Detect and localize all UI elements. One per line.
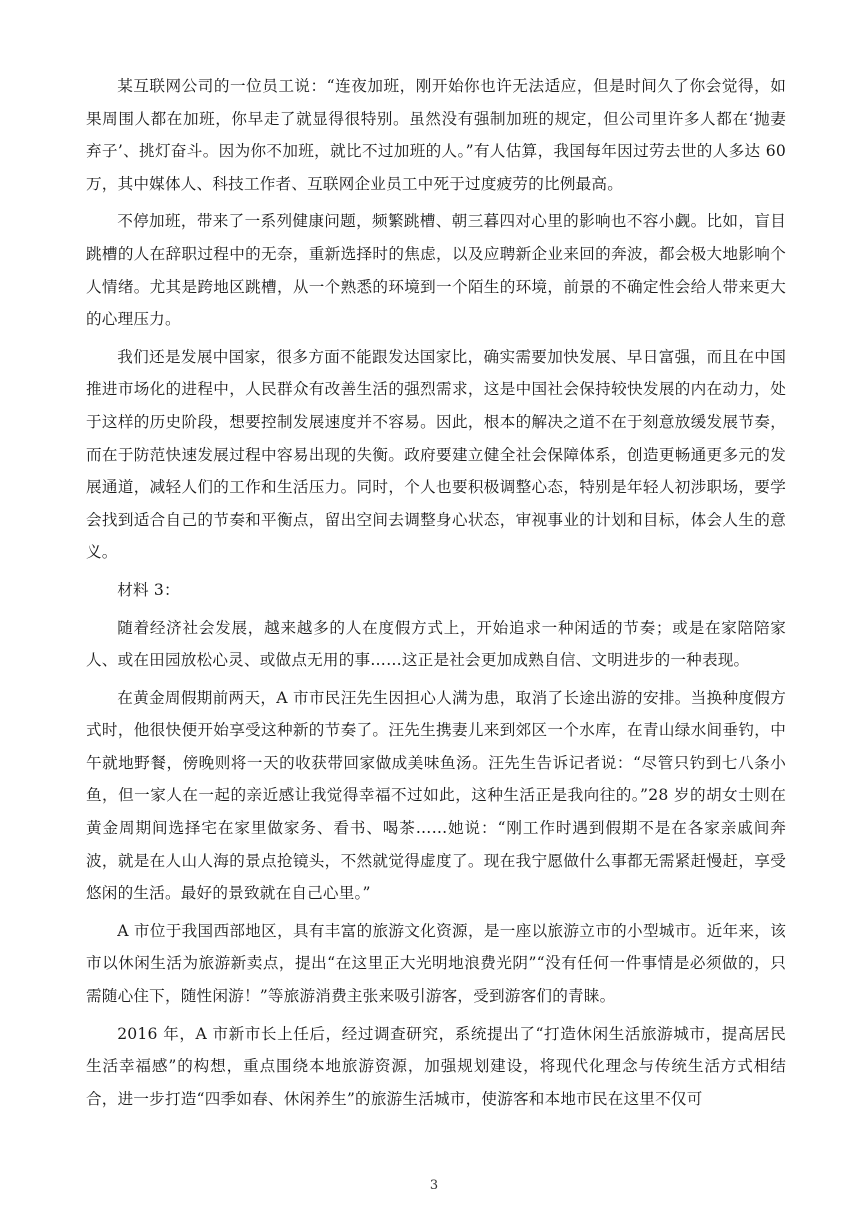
paragraph-development-balance: 我们还是发展中国家，很多方面不能跟发达国家比，确实需要加快发展、早日富强，而且在中国推进市场化的进程中，人民群众有改善生活的强烈需求，这是中国社会保持较快发展的内在动力，处于这样的历史阶段，想要控制发展速度并不容易。因此，根本的解决之道不在于刻意放缓发展节奏，而在于防范快速发展过程中容易出现的失衡。政府要建立健全社会保障体系，创造更畅通更多元的发展通道，减轻人们的工作和生活压力。同时，个人也要积极调整心态，特别是年轻人初涉职场，要学会找到适合自己的节奏和平衡点，留出空间去调整身心状态，审视事业的计划和目标，体会人生的意义。 bbox=[86, 347, 786, 562]
paragraph-golden-week-stories: 在黄金周假期前两天，A 市市民汪先生因担心人满为患，取消了长途出游的安排。当换种度假方式时，他很快便开始享受这种新的节奏了。汪先生携妻儿来到郊区一个水库，在青山绿水间垂钓，中午就地野餐，傍晚则将一天的收获带回家做成美味鱼汤。汪先生告诉记者说：“尽管只钓到七八条小鱼，但一家人在一起的亲近感让我觉得幸福不过如此，这种生活正是我向往的。”28 岁的胡女士则在黄金周期间选择宅在家里做家务、看书、喝茶……她说：“刚工作时遇到假期不是在各家亲戚间奔波，就是在人山人海的景点抢镜头，不然就觉得虚度了。现在我宁愿做什么事都无需紧赶慢赶，享受悠闲的生活。最好的景致就在自己心里。” bbox=[86, 688, 786, 903]
material-3-heading: 材料 3： bbox=[117, 580, 180, 599]
paragraph-city-a-tourism: A 市位于我国西部地区，具有丰富的旅游文化资源，是一座以旅游立市的小型城市。近年来，该市以休闲生活为旅游新卖点，提出“在这里正大光明地浪费光阴”“没有任何一件事情是必须做的，只需随心住下，随性闲游！”等旅游消费主张来吸引游客，受到游客们的青睐。 bbox=[86, 921, 786, 1006]
paragraph-overtime-quote: 某互联网公司的一位员工说：“连夜加班，刚开始你也许无法适应，但是时间久了你会觉得，如果周围人都在加班，你早走了就显得很特别。虽然没有强制加班的规定，但公司里许多人都在‘抛妻弃子’、挑灯奋斗。因为你不加班，就比不过加班的人。”有人估算，我国每年因过劳去世的人多达 60 万，其中媒体人、科技工作者、互联网企业员工中死于过度疲劳的比例最高。 bbox=[86, 77, 786, 193]
paragraph-leisure-trend: 随着经济社会发展，越来越多的人在度假方式上，开始追求一种闲适的节奏；或是在家陪陪家人、或在田园放松心灵、或做点无用的事……这正是社会更加成熟自信、文明进步的一种表现。 bbox=[86, 618, 786, 670]
document-body bbox=[86, 70, 786, 1120]
paragraph-health-job-hopping: 不停加班，带来了一系列健康问题，频繁跳槽、朝三暮四对心里的影响也不容小觑。比如，盲目跳槽的人在辞职过程中的无奈，重新选择时的焦虑，以及应聘新企业来回的奔波，都会极大地影响个人情绪。尤其是跨地区跳槽，从一个熟悉的环境到一个陌生的环境，前景的不确定性会给人带来更大的心理压力。 bbox=[86, 212, 786, 329]
page-number: 3 bbox=[429, 1178, 439, 1193]
paragraph-2016-mayor-plan: 2016 年，A 市新市长上任后，经过调查研究，系统提出了“打造休闲生活旅游城市，提高居民生活幸福感”的构想，重点围绕本地旅游资源，加强规划建设，将现代化理念与传统生活方式相结合，进一步打造“四季如春、休闲养生”的旅游生活城市，使游客和本地市民在这里不仅可 bbox=[86, 1024, 786, 1108]
